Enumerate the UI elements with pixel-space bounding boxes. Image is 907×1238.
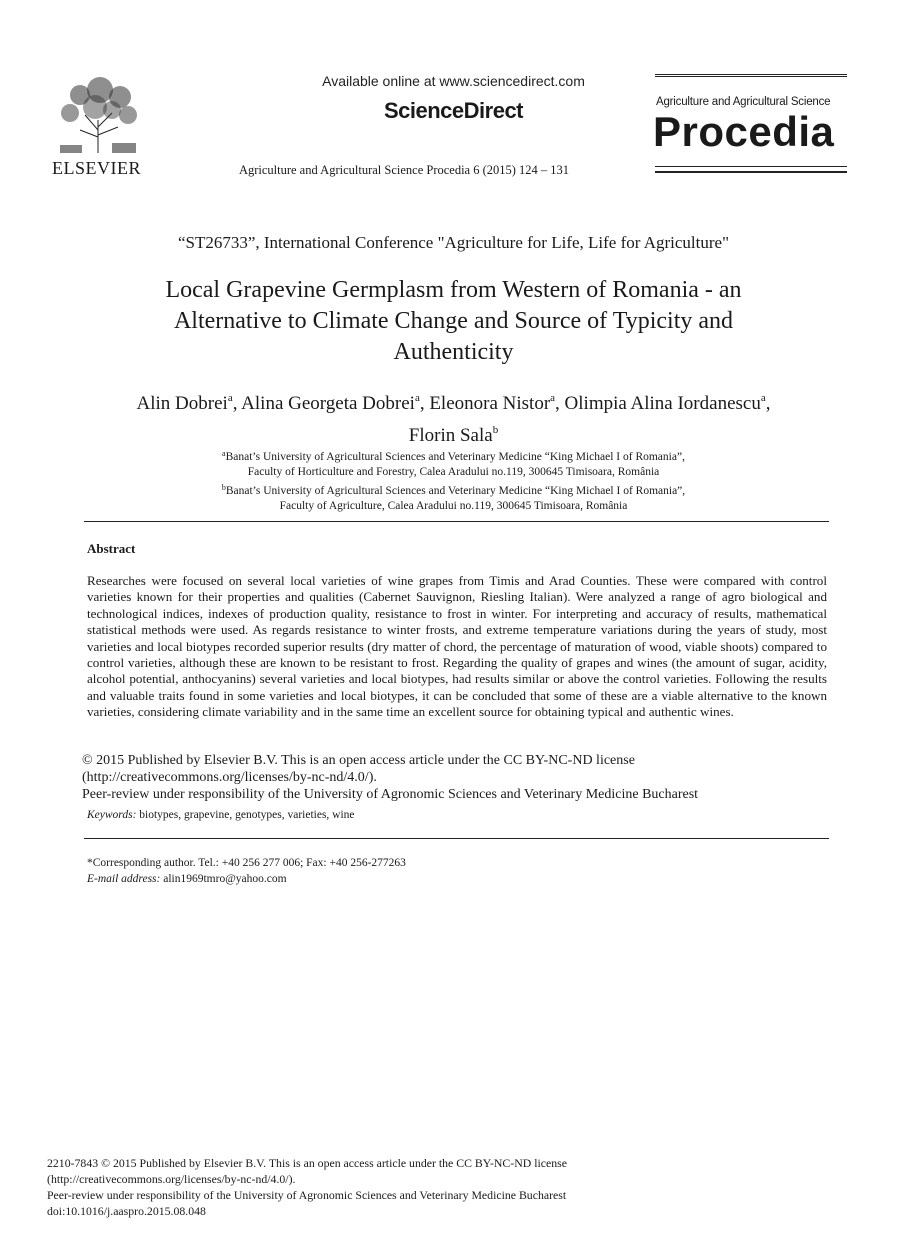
- procedia-rule-bottom-thick: [655, 171, 847, 173]
- procedia-subtitle: Agriculture and Agricultural Science: [656, 96, 831, 108]
- keywords-list: biotypes, grapevine, genotypes, varieties, wine: [139, 809, 355, 821]
- footer-issn-line: 2210-7843 © 2015 Published by Elsevier B.V. This is an open access article under the CC BY-NC-ND license: [47, 1156, 567, 1170]
- keywords-label: Keywords:: [87, 809, 137, 821]
- affiliation-line: Faculty of Agriculture, Calea Aradului no.119, 300645 Timisoara, România: [279, 500, 628, 512]
- affiliation-mark: a: [222, 449, 226, 458]
- section-divider: [84, 838, 829, 839]
- affiliation-mark: b: [221, 483, 226, 492]
- page-footer: 2210-7843 © 2015 Published by Elsevier B.V. This is an open access article under the CC BY-NC-ND license (http://creativecommons.org/licenses/by-nc-nd/4.0/). Peer-review under responsibility of the University of Agronomic Sciences and Veterinary Medicine Bucharest doi:10.1016/j.aaspro.2015.08.048: [47, 1155, 847, 1219]
- corresponding-author: [87, 856, 406, 887]
- email-label: E-mail address:: [87, 872, 161, 885]
- journal-citation: Agriculture and Agricultural Science Procedia 6 (2015) 124 – 131: [238, 163, 570, 177]
- author-name: Florin Sala: [408, 425, 493, 446]
- author-affiliation-mark: a: [550, 392, 556, 404]
- affiliation-line: Banat’s University of Agricultural Sciences and Veterinary Medicine “King Michael I of Romania”,: [225, 451, 685, 463]
- author-name: Olimpia Alina Iordanescu: [564, 393, 761, 414]
- license-link[interactable]: http://creativecommons.org/licenses/by-nc-nd/4.0/: [86, 770, 369, 785]
- copyright-line: © 2015 Published by Elsevier B.V. This is an open access article under the CC BY-NC-ND license: [82, 753, 635, 768]
- author-affiliation-mark: b: [492, 424, 499, 436]
- title-line: Local Grapevine Germplasm from Western of Romania - an: [165, 277, 742, 303]
- publisher-name: ELSEVIER: [52, 158, 141, 178]
- sciencedirect-logo[interactable]: ScienceDirect: [383, 98, 524, 123]
- footer-license-link[interactable]: http://creativecommons.org/licenses/by-nc-nd/4.0/: [50, 1172, 289, 1186]
- title-line: Authenticity: [393, 339, 514, 365]
- available-online-text[interactable]: Available online at www.sciencedirect.com: [322, 73, 585, 89]
- abstract-text: Researches were focused on several local varieties of wine grapes from Timis and Arad Counties. These were compared with control varieties known for their properties and qualities (Cabernet Sauvignon, Riesling Italian). Were analyzed a range of agro biological and technological indices, indexes of production quality, resistance to frost in winter. For interpreting and accuracy of results, mathematical statistical methods were used. As regards resistance to winter frosts, and extreme temperature variations during the years of study, most varieties and local biotypes recorded superior results (dry matter of chord, the percentage of maturation of wood, viable shoots) compared to control varieties, although these are known to be resistant to frost. Regarding the quality of grapes and wines (the amount of sugar, acidity, alcohol potential, anthocyanins) several varieties and local biotypes, had results similar or above the control varieties. Following the results and valuable traits found in some varieties and local biotypes, it can be concluded that some of these are a viable alternative to the known varieties, considering climate variability and in the same time an excellent source for obtaining typical and authentic wines.: [87, 573, 827, 720]
- footer-peer-review: Peer-review under responsibility of the University of Agronomic Sciences and Veterinary Medicine Bucharest: [47, 1188, 567, 1202]
- copyright-block: © 2015 Published by Elsevier B.V. This is an open access article under the CC BY-NC-ND license (http://creativecommons.org/licenses/by-nc-nd/4.0/). Peer-review under responsibility of the University of Agronomic Sciences and Veterinary Medicine Bucharest: [82, 752, 832, 803]
- title-line: Alternative to Climate Change and Source of Typicity and: [173, 308, 734, 334]
- affiliation-line: Faculty of Horticulture and Forestry, Calea Aradului no.119, 300645 Timisoara, România: [247, 466, 660, 478]
- author-list: Alin Dobrei$^a$, Alina Georgeta Dobrei$^a$, Eleonora Nistor$^a$, Olimpia Alina Iordanescu$^a$, Florin Sala$^b$: [136, 392, 771, 446]
- author-affiliation-mark: a: [760, 392, 766, 404]
- peer-review-line: Peer-review under responsibility of the University of Agronomic Sciences and Veterinary Medicine Bucharest: [82, 787, 699, 802]
- corresponding-contact: *Corresponding author. Tel.: +40 256 277 006; Fax: +40 256-277263: [87, 857, 406, 869]
- author-affiliation-mark: a: [414, 392, 420, 404]
- author-name: Eleonora Nistor: [429, 393, 551, 414]
- keywords: [87, 809, 355, 821]
- conference-name: “ST26733”, International Conference "Agriculture for Life, Life for Agriculture": [177, 233, 730, 252]
- email-address[interactable]: alin1969tmro@yahoo.com: [163, 872, 287, 885]
- footer-doi[interactable]: doi:10.1016/j.aaspro.2015.08.048: [47, 1204, 206, 1218]
- abstract-heading: Abstract: [87, 541, 136, 556]
- author-name: Alina Georgeta Dobrei: [241, 393, 415, 414]
- procedia-rule-bottom: [655, 166, 847, 167]
- affiliation-line: Banat’s University of Agricultural Sciences and Veterinary Medicine “King Michael I of Romania”,: [225, 485, 686, 497]
- author-affiliation-mark: a: [227, 392, 233, 404]
- paper-title: [110, 275, 797, 368]
- affiliations: [100, 446, 807, 514]
- author-name: Alin Dobrei: [136, 393, 228, 414]
- section-divider: [84, 521, 829, 522]
- procedia-title: Procedia: [653, 108, 835, 155]
- procedia-rule-top: [655, 74, 847, 80]
